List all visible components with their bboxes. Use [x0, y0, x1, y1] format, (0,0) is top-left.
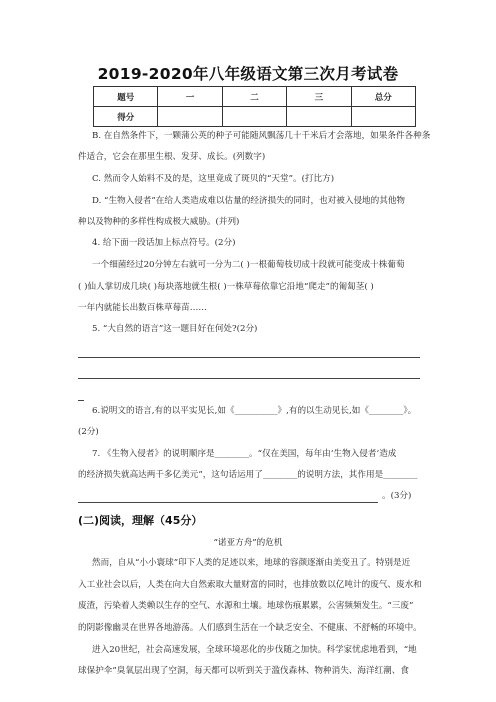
answer-line[interactable] [78, 400, 84, 401]
score-blank-cell [222, 107, 286, 127]
article-paragraph-line: 废渣，污染着人类赖以生存的空气、水源和土壤。地球伤痕累累，公害频频发生。“三废” [78, 601, 414, 611]
question-4-passage-cont: ( )仙人掌切成几块( )每块落地就生根( )一株草莓依靠它沿地“爬走”的匍匐茎( ) [78, 282, 374, 292]
score-blank-cell [158, 107, 222, 127]
question-7-prompt: 7. 《生物入侵者》的说明顺序是________。“仅在美国，每年由‘生物入侵者’造成 [92, 449, 397, 459]
score-row-label: 得分 [94, 107, 158, 127]
score-table-header-row [94, 87, 416, 107]
question-4-passage: 一个细菌经过20分钟左右就可一分为二( )一根葡萄枝切成十段就可能变成十株葡萄 [92, 260, 405, 270]
score-header-cell: 二 [222, 87, 286, 107]
question-3-option-d-cont: 种以及物种的多样性构成极大威胁。(并列) [78, 217, 240, 227]
score-table [93, 86, 416, 127]
question-4-prompt: 4. 给下面一段话加上标点符号。(2分) [92, 238, 236, 248]
answer-line[interactable] [78, 502, 378, 503]
answer-line[interactable] [78, 378, 420, 379]
question-7-score: 。(3分) [382, 491, 412, 501]
article-title: “诺亚方舟”的危机 [213, 538, 283, 548]
score-header-cell: 三 [287, 87, 351, 107]
question-4-passage-end: 一年内就能长出数百株草莓苗…… [78, 303, 207, 313]
score-header-cell: 一 [158, 87, 222, 107]
score-header-cell: 题号 [94, 87, 158, 107]
article-paragraph-line: 的阴影像幽灵在世界各地游荡。人们感到生活在一个缺乏安全、不健康、不舒畅的环境中。 [78, 623, 422, 633]
question-3-option-b: B. 在自然条件下，一颗蒲公英的种子可能随风飘荡几十千米后才会落地，如果条件各种条 [92, 131, 431, 141]
article-paragraph-line: 进入20世纪，社会高速发展，全球环境恶化的步伐随之加快。科学家忧虑地看到，“地 [92, 645, 417, 655]
section-title: (二)阅读，理解（45分） [78, 514, 203, 527]
question-6-score: (2分) [78, 427, 99, 437]
score-header-cell: 总分 [351, 87, 415, 107]
article-paragraph-line: 然而，自从“小小寰球”印下人类的足迹以来，地球的容颜逐渐由美变丑了。特别是近 [92, 558, 411, 568]
question-6-prompt: 6.说明文的语言,有的以平实见长,如《__________》,有的以生动见长,如《________》。 [92, 406, 417, 416]
article-paragraph-line: 入工业社会以后，人类在向大自然索取大量财富的同时，也排放数以亿吨计的废气、废水和 [78, 580, 422, 590]
question-5-prompt: 5. “大自然的语言”这一题目好在何处?(2分) [92, 324, 258, 334]
question-3-option-c: C. 然而令人始料不及的是，这里竟成了斑贝的“天堂”。(打比方) [92, 174, 335, 184]
exam-title: 2019-2020年八年级语文第三次月考试卷 [97, 65, 399, 83]
score-table-score-row [94, 107, 416, 127]
score-blank-cell [351, 107, 415, 127]
question-7-prompt-cont: 的经济损失就高达两千多亿美元”，这句话运用了________的说明方法，其作用是________ [78, 470, 418, 480]
question-3-option-b-cont: 件适合，它会在那里生根、发芽、成长。(列数字) [78, 152, 266, 162]
article-paragraph-line: 球保护伞”臭氧层出现了空洞，每天都可以听到关于滥伐森林、物种消失、海洋红潮、食 [78, 666, 409, 676]
question-3-option-d: D. “生物入侵者”在给人类造成难以估量的经济损失的同时，也对被入侵地的其他物 [92, 196, 406, 206]
answer-line[interactable] [78, 357, 420, 358]
score-blank-cell [287, 107, 351, 127]
